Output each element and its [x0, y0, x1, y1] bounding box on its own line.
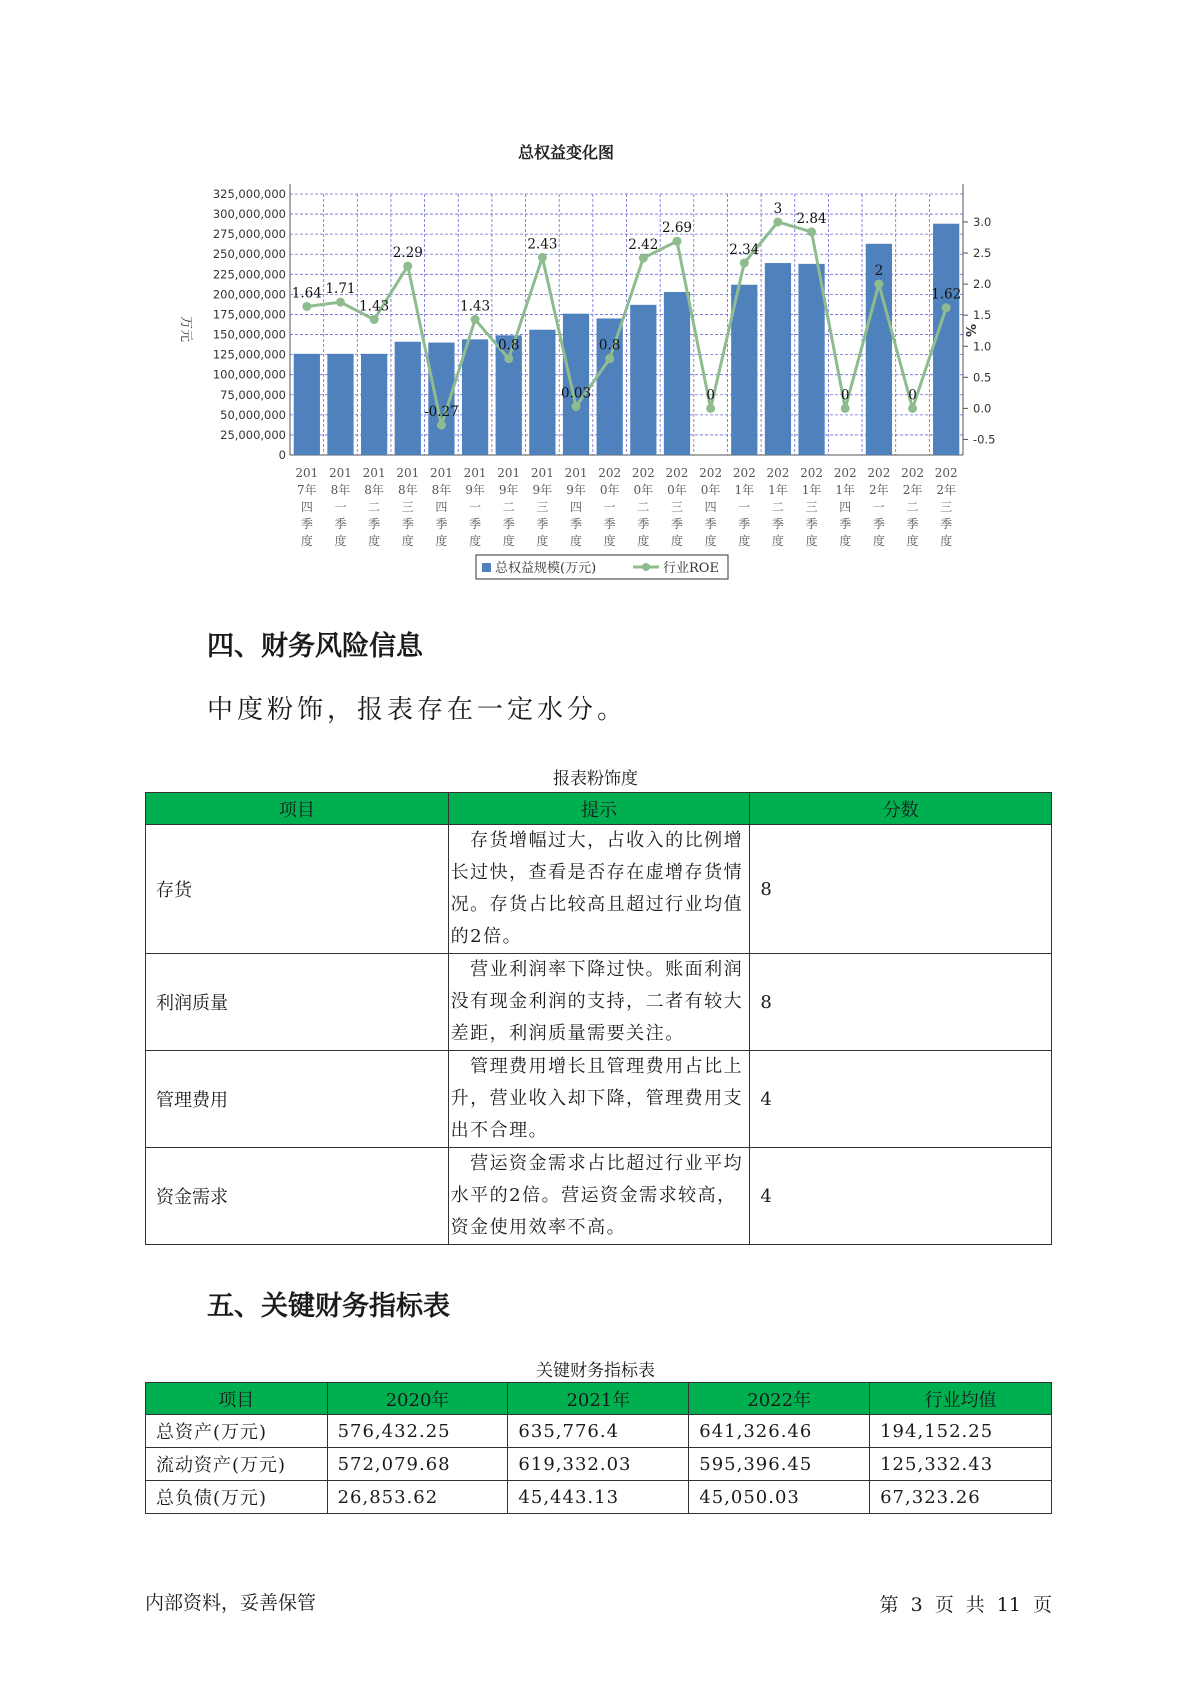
x-tick-label: 1年	[835, 483, 856, 497]
x-tick-label: 201	[362, 466, 386, 480]
kpi-cell: 572,079.68	[327, 1448, 508, 1481]
kpi-cell: 635,776.4	[508, 1415, 689, 1448]
x-tick-label: 9年	[465, 483, 485, 497]
x-tick-label: 季	[940, 517, 953, 531]
x-tick-label: 202	[665, 466, 689, 480]
bar	[765, 263, 791, 455]
risk-score: 4	[750, 1051, 1052, 1148]
risk-score: 8	[750, 825, 1052, 954]
x-tick-label: 度	[536, 534, 549, 548]
x-tick-label: 季	[738, 517, 751, 531]
table-row	[146, 825, 1052, 954]
table-row	[146, 1481, 1052, 1514]
x-tick-label: 三	[670, 500, 683, 514]
kpi-table	[145, 1382, 1052, 1514]
risk-hint: 营业利润率下降过快。账面利润没有现金利润的支持，二者有较大差距，利润质量需要关注。	[448, 954, 750, 1051]
y-tick-label: 250,000,000	[212, 247, 286, 262]
x-tick-label: 季	[603, 517, 616, 531]
y2-tick-label: 2.5	[973, 246, 992, 261]
x-tick-label: 1年	[801, 483, 822, 497]
roe-data-label: 2.34	[729, 241, 760, 258]
roe-data-label: 1.71	[325, 281, 356, 298]
y2-tick-label: 0.5	[973, 370, 992, 385]
roe-data-label: 2.69	[661, 220, 693, 237]
x-tick-label: 8年	[431, 483, 452, 497]
x-tick-label: 一	[738, 500, 751, 514]
x-tick-label: 季	[334, 517, 347, 531]
y-tick-label: 125,000,000	[212, 347, 286, 362]
roe-point	[572, 402, 581, 411]
roe-data-label: 1.43	[359, 298, 390, 315]
roe-data-label: 2.43	[527, 236, 558, 253]
x-tick-label: 季	[704, 517, 717, 531]
bar	[395, 342, 421, 455]
bar	[294, 354, 320, 455]
x-tick-label: 0年	[599, 483, 620, 497]
x-tick-label: 202	[732, 466, 756, 480]
kpi-cell: 流动资产(万元)	[146, 1448, 328, 1481]
x-tick-label: 季	[502, 517, 515, 531]
y-tick-label: 100,000,000	[212, 367, 286, 382]
y-tick-label: 25,000,000	[220, 427, 286, 442]
x-tick-label: 202	[934, 466, 958, 480]
x-tick-label: 0年	[633, 483, 654, 497]
table-row	[146, 1448, 1052, 1481]
section-title-kpi: 五、关键财务指标表	[207, 1291, 450, 1322]
roe-point	[740, 258, 749, 267]
roe-data-label: 1.62	[931, 286, 962, 303]
kpi-cell: 总负债(万元)	[146, 1481, 328, 1514]
x-tick-label: 9年	[532, 483, 553, 497]
roe-data-label: 0	[706, 387, 715, 404]
x-tick-label: 201	[497, 466, 521, 480]
x-tick-label: 度	[637, 534, 650, 548]
x-tick-label: 度	[368, 534, 381, 548]
kpi-header-industry-avg: 行业均值	[870, 1383, 1052, 1415]
risk-table-caption: 报表粉饰度	[553, 769, 638, 789]
y-axis-label: 万元	[178, 316, 193, 343]
x-tick-label: 季	[368, 517, 381, 531]
risk-hint: 营运资金需求占比超过行业平均水平的2倍。营运资金需求较高，资金使用效率不高。	[448, 1148, 750, 1245]
x-tick-label: 9年	[566, 483, 586, 497]
roe-point	[672, 237, 681, 246]
kpi-header-2022: 2022年	[689, 1383, 870, 1415]
roe-point	[605, 354, 614, 363]
kpi-cell: 595,396.45	[689, 1448, 870, 1481]
x-tick-label: 201	[429, 466, 453, 480]
bar	[630, 305, 656, 455]
x-tick-label: 一	[872, 500, 885, 514]
risk-score: 4	[750, 1148, 1052, 1245]
x-tick-label: 度	[738, 534, 751, 548]
x-tick-label: 度	[704, 534, 717, 548]
section-title-risk: 四、财务风险信息	[207, 631, 423, 662]
y-tick-label: 0	[278, 448, 286, 462]
kpi-cell: 194,152.25	[870, 1415, 1052, 1448]
roe-data-label: 2.84	[796, 210, 827, 227]
roe-data-label: -0.27	[424, 404, 459, 421]
bar	[361, 354, 387, 455]
bar	[664, 292, 690, 455]
x-tick-label: 度	[940, 534, 953, 548]
x-tick-label: 8年	[397, 483, 418, 497]
kpi-header-2020: 2020年	[327, 1383, 508, 1415]
roe-point	[302, 302, 311, 311]
y-tick-label: 150,000,000	[212, 327, 286, 342]
footer-page-number: 第 3 页 共 11 页	[879, 1594, 1052, 1616]
roe-data-label: 0.8	[497, 337, 520, 354]
x-tick-label: 度	[570, 534, 583, 548]
kpi-cell: 45,443.13	[508, 1481, 689, 1514]
roe-point	[403, 262, 412, 271]
roe-point	[336, 298, 345, 307]
y-tick-label: 300,000,000	[212, 207, 286, 222]
legend-bar-swatch	[482, 563, 491, 572]
x-tick-label: 季	[670, 517, 683, 531]
roe-data-label: 3	[773, 200, 783, 217]
roe-data-label: 2	[874, 263, 884, 280]
x-tick-label: 201	[329, 466, 352, 480]
roe-point	[639, 254, 648, 263]
roe-point	[504, 354, 513, 363]
x-tick-label: 202	[598, 466, 622, 480]
bar	[798, 264, 824, 455]
legend-line-label: 行业ROE	[663, 561, 719, 576]
x-tick-label: 度	[435, 534, 448, 548]
x-tick-label: 季	[771, 517, 784, 531]
x-tick-label: 1年	[734, 483, 755, 497]
risk-header-hint: 提示	[448, 793, 750, 825]
roe-point	[807, 227, 816, 236]
x-tick-label: 季	[300, 517, 313, 531]
x-tick-label: 202	[631, 466, 655, 480]
x-tick-label: 二	[771, 500, 784, 514]
x-tick-label: 四	[300, 500, 313, 514]
x-tick-label: 季	[435, 517, 448, 531]
x-tick-label: 0年	[667, 483, 687, 497]
x-tick-label: 度	[469, 534, 482, 548]
roe-point	[471, 315, 480, 324]
x-tick-label: 季	[469, 517, 482, 531]
risk-item: 管理费用	[146, 1051, 449, 1148]
roe-point	[841, 404, 850, 413]
x-tick-label: 三	[805, 500, 818, 514]
roe-data-label: 1.64	[291, 285, 322, 302]
roe-data-label: 1.43	[460, 298, 491, 315]
x-tick-label: 度	[401, 534, 414, 548]
legend-bar-label: 总权益规模(万元)	[495, 561, 597, 576]
x-tick-label: 四	[839, 500, 852, 514]
risk-hint: 管理费用增长且管理费用占比上升，营业收入却下降，管理费用支出不合理。	[448, 1051, 750, 1148]
x-tick-label: 二	[906, 500, 919, 514]
x-tick-label: 202	[867, 466, 891, 480]
y2-tick-label: 3.0	[973, 214, 992, 229]
y-tick-label: 225,000,000	[212, 267, 286, 282]
x-tick-label: 季	[906, 517, 919, 531]
x-tick-label: 季	[872, 517, 885, 531]
risk-item: 利润质量	[146, 954, 449, 1051]
x-tick-label: 7年	[297, 483, 317, 497]
legend-line-marker	[642, 563, 650, 571]
x-tick-label: 二	[502, 500, 515, 514]
x-tick-label: 度	[839, 534, 852, 548]
roe-point	[942, 303, 951, 312]
roe-data-label: 0	[840, 387, 850, 404]
x-tick-label: 8年	[330, 483, 351, 497]
risk-item: 资金需求	[146, 1148, 449, 1245]
bar	[731, 285, 757, 455]
x-tick-label: 202	[766, 466, 790, 480]
x-tick-label: 四	[704, 500, 717, 514]
x-tick-label: 202	[800, 466, 824, 480]
table-row	[146, 1148, 1052, 1245]
x-tick-label: 1年	[768, 483, 788, 497]
table-row	[146, 1051, 1052, 1148]
x-tick-label: 度	[805, 534, 818, 548]
risk-hint: 存货增幅过大，占收入的比例增长过快，查看是否存在虚增存货情况。存货占比较高且超过行业均值的2倍。	[448, 825, 750, 954]
bar	[462, 339, 488, 455]
roe-point	[538, 253, 547, 262]
x-tick-label: 202	[699, 466, 723, 480]
roe-point	[773, 217, 782, 226]
x-tick-label: 一	[334, 500, 347, 514]
kpi-header-item: 项目	[146, 1383, 328, 1415]
x-tick-label: 度	[300, 534, 313, 548]
x-tick-label: 三	[940, 500, 953, 514]
chart-title: 总权益变化图	[517, 143, 615, 162]
x-tick-label: 二	[368, 500, 381, 514]
x-tick-label: 度	[502, 534, 515, 548]
roe-point	[706, 404, 715, 413]
x-tick-label: 度	[906, 534, 919, 548]
risk-header-item: 项目	[146, 793, 449, 825]
x-tick-label: 季	[805, 517, 818, 531]
y2-tick-label: 0.0	[973, 401, 992, 416]
y2-tick-label: -0.5	[973, 432, 996, 447]
kpi-cell: 总资产(万元)	[146, 1415, 328, 1448]
x-tick-label: 度	[334, 534, 347, 548]
x-tick-label: 季	[401, 517, 414, 531]
footer-confidential: 内部资料，妥善保管	[145, 1592, 317, 1614]
x-tick-label: 度	[872, 534, 885, 548]
y2-axis-label: %	[962, 324, 977, 338]
bar	[560, 314, 592, 455]
y-tick-label: 50,000,000	[220, 407, 286, 422]
risk-item: 存货	[146, 825, 449, 954]
roe-data-label: 0.8	[598, 337, 621, 354]
roe-point	[908, 404, 917, 413]
x-tick-label: 201	[295, 466, 319, 480]
table-row	[146, 954, 1052, 1051]
roe-point	[370, 315, 379, 324]
roe-data-label: 0.03	[560, 385, 592, 402]
x-tick-label: 201	[530, 466, 554, 480]
y2-tick-label: 1.5	[973, 308, 992, 323]
x-tick-label: 四	[570, 500, 583, 514]
y2-tick-label: 1.0	[973, 339, 992, 354]
kpi-cell: 641,326.46	[689, 1415, 870, 1448]
kpi-cell: 67,323.26	[870, 1481, 1052, 1514]
risk-score: 8	[750, 954, 1052, 1051]
table-row	[146, 1415, 1052, 1448]
risk-table	[145, 792, 1052, 1245]
x-tick-label: 季	[570, 517, 583, 531]
roe-data-label: 2.42	[628, 237, 659, 254]
x-tick-label: 四	[435, 500, 448, 514]
roe-point	[437, 421, 446, 430]
roe-point	[874, 280, 883, 289]
kpi-cell: 26,853.62	[327, 1481, 508, 1514]
y-tick-label: 75,000,000	[220, 387, 286, 402]
x-tick-label: 201	[564, 466, 588, 480]
bar	[529, 330, 555, 455]
y-tick-label: 200,000,000	[212, 287, 286, 302]
x-tick-label: 202	[833, 466, 857, 480]
x-tick-label: 一	[469, 500, 482, 514]
roe-data-label: 0	[908, 387, 917, 404]
y-tick-label: 175,000,000	[212, 307, 286, 322]
y-tick-label: 325,000,000	[212, 187, 286, 201]
kpi-table-caption: 关键财务指标表	[536, 1361, 655, 1381]
x-tick-label: 201	[396, 466, 420, 480]
bar	[327, 354, 353, 455]
x-tick-label: 2年	[936, 483, 956, 497]
kpi-header-2021: 2021年	[508, 1383, 689, 1415]
roe-data-label: 2.29	[392, 245, 423, 262]
x-tick-label: 季	[637, 517, 650, 531]
x-tick-label: 202	[901, 466, 924, 480]
risk-header-score: 分数	[750, 793, 1052, 825]
kpi-cell: 45,050.03	[689, 1481, 870, 1514]
x-tick-label: 度	[603, 534, 616, 548]
x-tick-label: 201	[463, 466, 487, 480]
x-tick-label: 2年	[869, 483, 889, 497]
x-tick-label: 一	[603, 500, 616, 514]
x-tick-label: 度	[670, 534, 683, 548]
x-tick-label: 三	[401, 500, 414, 514]
x-tick-label: 度	[771, 534, 784, 548]
x-tick-label: 8年	[364, 483, 384, 497]
kpi-cell: 576,432.25	[327, 1415, 508, 1448]
equity-chart	[170, 140, 996, 580]
y-tick-label: 275,000,000	[212, 227, 286, 242]
x-tick-label: 9年	[498, 483, 519, 497]
x-tick-label: 0年	[700, 483, 721, 497]
y2-tick-label: 2.0	[973, 277, 992, 292]
x-tick-label: 二	[637, 500, 650, 514]
x-tick-label: 2年	[902, 483, 923, 497]
x-tick-label: 三	[536, 500, 549, 514]
kpi-cell: 125,332.43	[870, 1448, 1052, 1481]
x-tick-label: 季	[839, 517, 852, 531]
kpi-cell: 619,332.03	[508, 1448, 689, 1481]
risk-summary: 中度粉饰，报表存在一定水分。	[207, 695, 628, 725]
x-tick-label: 季	[536, 517, 549, 531]
